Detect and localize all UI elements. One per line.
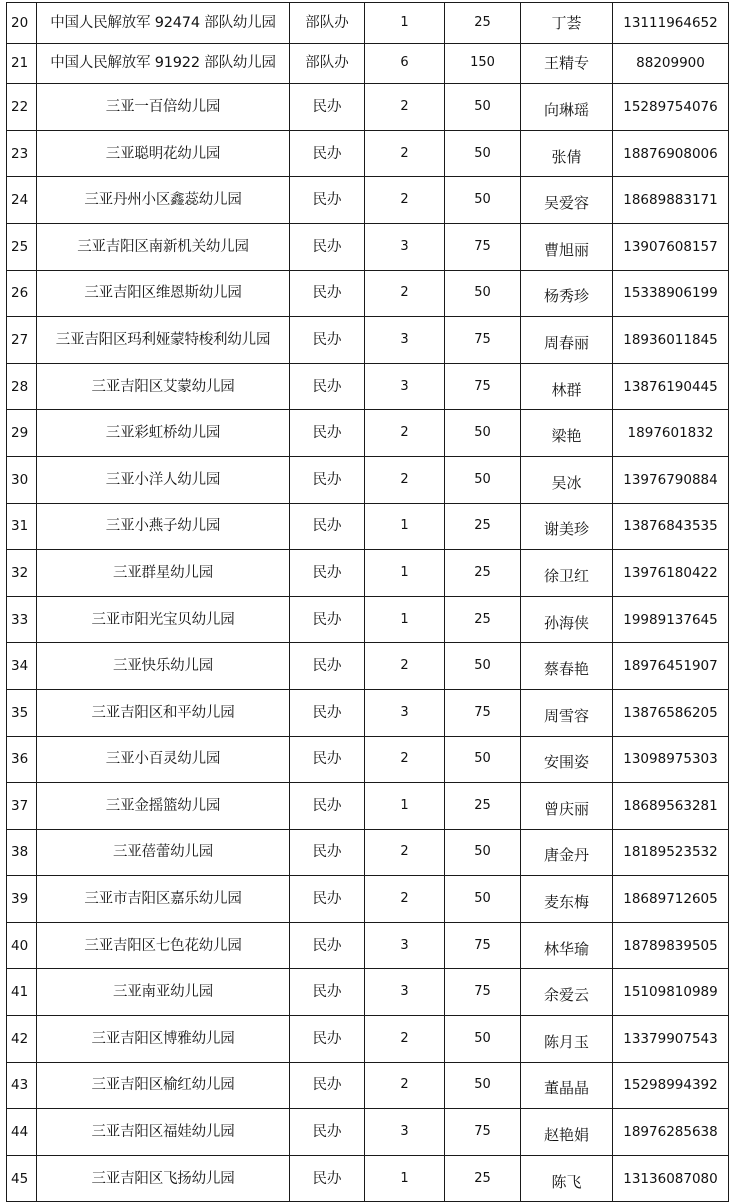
enrollment-count: 50 <box>445 456 521 503</box>
enrollment-count: 75 <box>445 689 521 736</box>
ownership-type: 民办 <box>290 223 365 270</box>
contact-phone: 18976451907 <box>613 643 729 690</box>
row-number: 33 <box>7 596 37 643</box>
contact-person: 董晶晶 <box>521 1062 613 1109</box>
class-count: 2 <box>365 84 445 131</box>
class-count: 2 <box>365 876 445 923</box>
table-row <box>7 1016 729 1063</box>
class-count: 2 <box>365 736 445 783</box>
contact-phone: 13876190445 <box>613 363 729 410</box>
kindergarten-name: 三亚一百倍幼儿园 <box>37 84 290 131</box>
row-number: 20 <box>7 3 37 44</box>
contact-phone: 18689883171 <box>613 177 729 224</box>
enrollment-count: 50 <box>445 270 521 317</box>
enrollment-count: 150 <box>445 43 521 84</box>
row-number: 43 <box>7 1062 37 1109</box>
class-count: 2 <box>365 177 445 224</box>
ownership-type: 民办 <box>290 130 365 177</box>
contact-phone: 15109810989 <box>613 969 729 1016</box>
table-row <box>7 317 729 364</box>
ownership-type: 民办 <box>290 596 365 643</box>
contact-phone: 18876908006 <box>613 130 729 177</box>
table-row <box>7 1109 729 1156</box>
class-count: 1 <box>365 503 445 550</box>
table-row <box>7 689 729 736</box>
ownership-type: 民办 <box>290 317 365 364</box>
enrollment-count: 50 <box>445 1016 521 1063</box>
contact-phone: 15298994392 <box>613 1062 729 1109</box>
class-count: 1 <box>365 550 445 597</box>
enrollment-count: 50 <box>445 643 521 690</box>
contact-phone: 15289754076 <box>613 84 729 131</box>
kindergarten-name: 三亚南亚幼儿园 <box>37 969 290 1016</box>
kindergarten-name: 三亚吉阳区福娃幼儿园 <box>37 1109 290 1156</box>
enrollment-count: 50 <box>445 736 521 783</box>
ownership-type: 民办 <box>290 270 365 317</box>
enrollment-count: 50 <box>445 876 521 923</box>
contact-person: 张倩 <box>521 130 613 177</box>
ownership-type: 民办 <box>290 783 365 830</box>
contact-person: 徐卫红 <box>521 550 613 597</box>
class-count: 2 <box>365 1016 445 1063</box>
ownership-type: 部队办 <box>290 43 365 84</box>
contact-person: 赵艳娟 <box>521 1109 613 1156</box>
contact-person: 周雪容 <box>521 689 613 736</box>
table-row <box>7 1155 729 1202</box>
row-number: 40 <box>7 922 37 969</box>
table-row <box>7 456 729 503</box>
kindergarten-name: 三亚吉阳区博雅幼儿园 <box>37 1016 290 1063</box>
ownership-type: 民办 <box>290 1109 365 1156</box>
table-row <box>7 922 729 969</box>
class-count: 3 <box>365 922 445 969</box>
class-count: 1 <box>365 3 445 44</box>
kindergarten-name: 三亚小百灵幼儿园 <box>37 736 290 783</box>
row-number: 25 <box>7 223 37 270</box>
class-count: 2 <box>365 410 445 457</box>
kindergarten-name: 三亚群星幼儿园 <box>37 550 290 597</box>
enrollment-count: 25 <box>445 596 521 643</box>
kindergarten-name: 三亚聪明花幼儿园 <box>37 130 290 177</box>
table-row <box>7 969 729 1016</box>
contact-person: 麦东梅 <box>521 876 613 923</box>
enrollment-count: 25 <box>445 783 521 830</box>
class-count: 3 <box>365 223 445 270</box>
class-count: 2 <box>365 1062 445 1109</box>
enrollment-count: 50 <box>445 410 521 457</box>
class-count: 3 <box>365 1109 445 1156</box>
contact-person: 孙海侠 <box>521 596 613 643</box>
ownership-type: 民办 <box>290 829 365 876</box>
contact-phone: 18689712605 <box>613 876 729 923</box>
enrollment-count: 25 <box>445 1155 521 1202</box>
row-number: 30 <box>7 456 37 503</box>
table-row <box>7 643 729 690</box>
ownership-type: 民办 <box>290 177 365 224</box>
table-row <box>7 596 729 643</box>
row-number: 36 <box>7 736 37 783</box>
row-number: 22 <box>7 84 37 131</box>
contact-person: 曾庆丽 <box>521 783 613 830</box>
ownership-type: 民办 <box>290 456 365 503</box>
row-number: 29 <box>7 410 37 457</box>
kindergarten-table <box>6 2 729 1202</box>
kindergarten-name: 三亚小洋人幼儿园 <box>37 456 290 503</box>
kindergarten-name: 三亚市阳光宝贝幼儿园 <box>37 596 290 643</box>
ownership-type: 民办 <box>290 922 365 969</box>
ownership-type: 民办 <box>290 503 365 550</box>
table-row <box>7 876 729 923</box>
contact-phone: 13976790884 <box>613 456 729 503</box>
kindergarten-name: 三亚金摇篮幼儿园 <box>37 783 290 830</box>
class-count: 2 <box>365 130 445 177</box>
contact-phone: 18189523532 <box>613 829 729 876</box>
contact-person: 王精专 <box>521 43 613 84</box>
contact-person: 林群 <box>521 363 613 410</box>
kindergarten-name: 三亚吉阳区玛利娅蒙特梭利幼儿园 <box>37 317 290 364</box>
row-number: 44 <box>7 1109 37 1156</box>
table-row <box>7 550 729 597</box>
contact-phone: 13379907543 <box>613 1016 729 1063</box>
row-number: 21 <box>7 43 37 84</box>
contact-phone: 13136087080 <box>613 1155 729 1202</box>
contact-person: 陈月玉 <box>521 1016 613 1063</box>
table-row <box>7 223 729 270</box>
contact-person: 蔡春艳 <box>521 643 613 690</box>
kindergarten-name: 三亚吉阳区维恩斯幼儿园 <box>37 270 290 317</box>
class-count: 2 <box>365 456 445 503</box>
contact-phone: 1897601832 <box>613 410 729 457</box>
row-number: 38 <box>7 829 37 876</box>
ownership-type: 民办 <box>290 643 365 690</box>
table-body <box>7 3 729 1202</box>
kindergarten-name: 三亚小燕子幼儿园 <box>37 503 290 550</box>
contact-person: 余爱云 <box>521 969 613 1016</box>
ownership-type: 部队办 <box>290 3 365 44</box>
contact-person: 梁艳 <box>521 410 613 457</box>
class-count: 3 <box>365 689 445 736</box>
row-number: 37 <box>7 783 37 830</box>
enrollment-count: 50 <box>445 1062 521 1109</box>
contact-person: 向琳瑶 <box>521 84 613 131</box>
contact-person: 安围姿 <box>521 736 613 783</box>
kindergarten-name: 三亚吉阳区榆红幼儿园 <box>37 1062 290 1109</box>
contact-person: 杨秀珍 <box>521 270 613 317</box>
kindergarten-name: 三亚吉阳区七色花幼儿园 <box>37 922 290 969</box>
kindergarten-name: 三亚吉阳区艾蒙幼儿园 <box>37 363 290 410</box>
ownership-type: 民办 <box>290 1016 365 1063</box>
contact-phone: 13111964652 <box>613 3 729 44</box>
table-row <box>7 3 729 44</box>
enrollment-count: 75 <box>445 922 521 969</box>
contact-person: 吴冰 <box>521 456 613 503</box>
ownership-type: 民办 <box>290 736 365 783</box>
kindergarten-name: 三亚吉阳区南新机关幼儿园 <box>37 223 290 270</box>
row-number: 31 <box>7 503 37 550</box>
row-number: 34 <box>7 643 37 690</box>
row-number: 45 <box>7 1155 37 1202</box>
contact-phone: 13907608157 <box>613 223 729 270</box>
table-row <box>7 410 729 457</box>
contact-person: 陈飞 <box>521 1155 613 1202</box>
kindergarten-name: 中国人民解放军 92474 部队幼儿园 <box>37 3 290 44</box>
contact-phone: 15338906199 <box>613 270 729 317</box>
kindergarten-name: 三亚吉阳区飞扬幼儿园 <box>37 1155 290 1202</box>
row-number: 26 <box>7 270 37 317</box>
contact-phone: 88209900 <box>613 43 729 84</box>
enrollment-count: 75 <box>445 317 521 364</box>
row-number: 41 <box>7 969 37 1016</box>
table-row <box>7 130 729 177</box>
ownership-type: 民办 <box>290 969 365 1016</box>
contact-person: 丁荟 <box>521 3 613 44</box>
class-count: 2 <box>365 829 445 876</box>
class-count: 1 <box>365 596 445 643</box>
class-count: 6 <box>365 43 445 84</box>
kindergarten-name: 三亚快乐幼儿园 <box>37 643 290 690</box>
contact-phone: 18936011845 <box>613 317 729 364</box>
table-row <box>7 84 729 131</box>
contact-person: 林华瑜 <box>521 922 613 969</box>
row-number: 23 <box>7 130 37 177</box>
class-count: 1 <box>365 783 445 830</box>
row-number: 28 <box>7 363 37 410</box>
ownership-type: 民办 <box>290 1155 365 1202</box>
enrollment-count: 50 <box>445 829 521 876</box>
kindergarten-name: 三亚吉阳区和平幼儿园 <box>37 689 290 736</box>
enrollment-count: 75 <box>445 969 521 1016</box>
ownership-type: 民办 <box>290 550 365 597</box>
enrollment-count: 50 <box>445 84 521 131</box>
enrollment-count: 25 <box>445 550 521 597</box>
class-count: 1 <box>365 1155 445 1202</box>
enrollment-count: 25 <box>445 3 521 44</box>
class-count: 2 <box>365 643 445 690</box>
table-row <box>7 783 729 830</box>
contact-person: 吴爱容 <box>521 177 613 224</box>
contact-phone: 18976285638 <box>613 1109 729 1156</box>
contact-phone: 13098975303 <box>613 736 729 783</box>
enrollment-count: 75 <box>445 363 521 410</box>
table-row <box>7 177 729 224</box>
table-row <box>7 829 729 876</box>
kindergarten-name: 三亚蓓蕾幼儿园 <box>37 829 290 876</box>
class-count: 3 <box>365 969 445 1016</box>
class-count: 3 <box>365 363 445 410</box>
contact-person: 谢美珍 <box>521 503 613 550</box>
row-number: 24 <box>7 177 37 224</box>
ownership-type: 民办 <box>290 84 365 131</box>
row-number: 35 <box>7 689 37 736</box>
ownership-type: 民办 <box>290 689 365 736</box>
class-count: 2 <box>365 270 445 317</box>
kindergarten-name: 三亚丹州小区鑫蕊幼儿园 <box>37 177 290 224</box>
contact-phone: 13976180422 <box>613 550 729 597</box>
kindergarten-name: 中国人民解放军 91922 部队幼儿园 <box>37 43 290 84</box>
ownership-type: 民办 <box>290 410 365 457</box>
contact-phone: 18689563281 <box>613 783 729 830</box>
enrollment-count: 50 <box>445 177 521 224</box>
row-number: 42 <box>7 1016 37 1063</box>
contact-person: 曹旭丽 <box>521 223 613 270</box>
contact-phone: 13876843535 <box>613 503 729 550</box>
kindergarten-name: 三亚市吉阳区嘉乐幼儿园 <box>37 876 290 923</box>
ownership-type: 民办 <box>290 1062 365 1109</box>
row-number: 32 <box>7 550 37 597</box>
enrollment-count: 75 <box>445 1109 521 1156</box>
table-row <box>7 736 729 783</box>
table-row <box>7 503 729 550</box>
ownership-type: 民办 <box>290 363 365 410</box>
contact-person: 唐金丹 <box>521 829 613 876</box>
ownership-type: 民办 <box>290 876 365 923</box>
contact-phone: 13876586205 <box>613 689 729 736</box>
table-row <box>7 363 729 410</box>
enrollment-count: 50 <box>445 130 521 177</box>
table-row <box>7 1062 729 1109</box>
enrollment-count: 25 <box>445 503 521 550</box>
contact-person: 周春丽 <box>521 317 613 364</box>
table-row <box>7 43 729 84</box>
class-count: 3 <box>365 317 445 364</box>
contact-phone: 19989137645 <box>613 596 729 643</box>
contact-phone: 18789839505 <box>613 922 729 969</box>
enrollment-count: 75 <box>445 223 521 270</box>
kindergarten-name: 三亚彩虹桥幼儿园 <box>37 410 290 457</box>
row-number: 39 <box>7 876 37 923</box>
row-number: 27 <box>7 317 37 364</box>
table-row <box>7 270 729 317</box>
